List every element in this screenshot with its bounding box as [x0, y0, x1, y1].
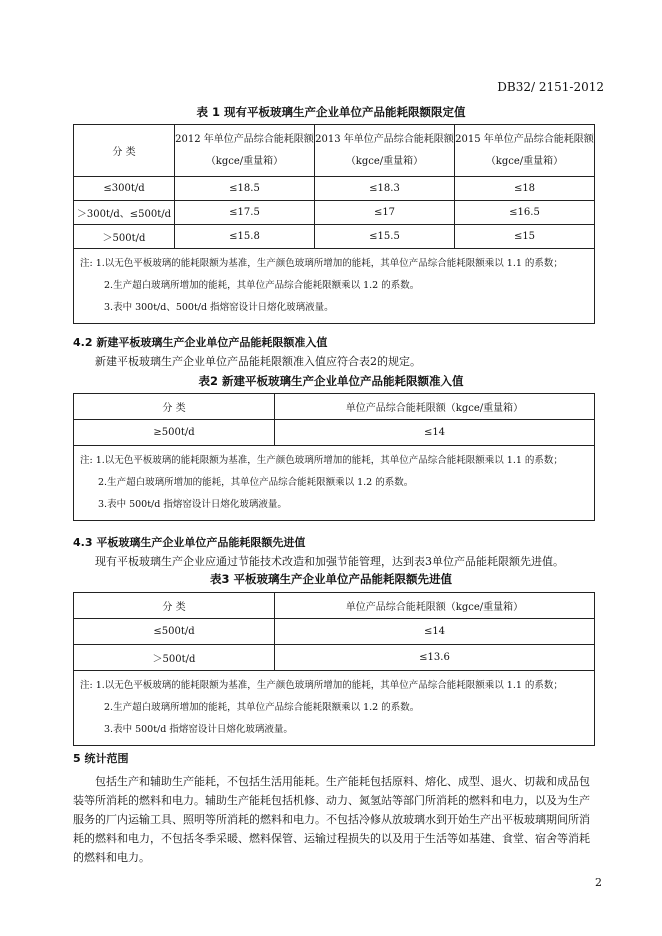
section-5-text: 包括生产和辅助生产能耗，不包括生活用能耗。生产能耗包括原料、熔化、成型、退火、切裁和成品包装等所消耗的燃料和电力。辅助生产能耗包括机修、动力、氮氢站等部门所消耗的燃料和电力，以及为生产服务的厂内运输工具、照明等所消耗的燃料和电力。不包括冷修从放玻璃水到开始生产出平板玻璃期间所消耗的燃料和电力，不包括冬季采暖、燃料保管、运输过程损失的以及用于生活等如基建、食堂、宿舍等消耗的燃料和电力。	[73, 775, 590, 864]
table2-header-category: 分 类	[74, 394, 275, 420]
table-cell: ≤18	[455, 177, 595, 201]
table2	[73, 393, 595, 521]
note-line: 注: 1.以无色平板玻璃的能耗限额为基准，生产颜色玻璃所增加的能耗，其单位产品综合能耗限额乘以 1.1 的系数；	[80, 258, 563, 269]
note-line: 3.表中 500t/d 指熔窑设计日熔化玻璃液量。	[104, 724, 293, 735]
table2-header-value: 单位产品综合能耗限额（kgce/重量箱）	[275, 394, 595, 420]
table1-header-2013: 2013 年单位产品综合能耗限额 （kgce/重量箱）	[315, 125, 455, 177]
page-number: 2	[595, 876, 602, 889]
note-line: 注: 1.以无色平板玻璃的能耗限额为基准，生产颜色玻璃所增加的能耗，其单位产品综合能耗限额乘以 1.1 的系数；	[80, 680, 563, 691]
note-line: 2.生产超白玻璃所增加的能耗，其单位产品综合能耗限额乘以 1.2 的系数。	[104, 280, 420, 291]
section-4-2-text: 新建平板玻璃生产企业单位产品能耗限额准入值应符合表2的规定。	[95, 355, 421, 368]
table1-header-category: 分 类	[74, 125, 175, 177]
note-line: 注: 1.以无色平板玻璃的能耗限额为基准，生产颜色玻璃所增加的能耗，其单位产品综合能耗限额乘以 1.1 的系数；	[80, 455, 563, 466]
table1-header-2012: 2012 年单位产品综合能耗限额 （kgce/重量箱）	[175, 125, 315, 177]
table-cell: ≤15.5	[315, 225, 455, 249]
table1	[73, 124, 595, 324]
table-cell: ≤17	[315, 201, 455, 225]
table3	[73, 592, 595, 746]
table-cell: ＞500t/d	[74, 225, 175, 249]
table2-caption: 表2 新建平板玻璃生产企业单位产品能耗限额准入值	[198, 374, 464, 388]
table-row	[74, 201, 595, 225]
table-cell: ≤14	[275, 619, 595, 645]
table-cell: ≤300t/d	[74, 177, 175, 201]
note-line: 2.生产超白玻璃所增加的能耗，其单位产品综合能耗限额乘以 1.2 的系数。	[98, 477, 414, 488]
table-cell: ≤14	[275, 420, 595, 446]
table-cell: ≤18.5	[175, 177, 315, 201]
table-cell: ≤15	[455, 225, 595, 249]
table1-notes	[74, 249, 595, 324]
table-row	[74, 619, 595, 645]
section-5-heading: 5 统计范围	[73, 752, 129, 765]
table-cell: ≤500t/d	[74, 619, 275, 645]
table-row	[74, 225, 595, 249]
note-line: 2.生产超白玻璃所增加的能耗，其单位产品综合能耗限额乘以 1.2 的系数。	[104, 702, 420, 713]
section-4-3-text: 现有平板玻璃生产企业应通过节能技术改造和加强节能管理，达到表3单位产品能耗限额先进值。	[95, 555, 564, 568]
table3-header-value: 单位产品综合能耗限额（kgce/重量箱）	[275, 593, 595, 619]
table-cell: ≤16.5	[455, 201, 595, 225]
table1-caption: 表 1 现有平板玻璃生产企业单位产品能耗限额限定值	[196, 105, 466, 119]
section-4-3-heading: 4.3 平板玻璃生产企业单位产品能耗限额先进值	[73, 536, 306, 549]
table-cell: ≥500t/d	[74, 420, 275, 446]
document-code: DB32/ 2151-2012	[497, 80, 604, 94]
table3-notes	[74, 671, 595, 746]
table3-caption: 表3 平板玻璃生产企业单位产品能耗限额先进值	[209, 572, 452, 586]
table-cell: ≤13.6	[275, 645, 595, 671]
table3-header-category: 分 类	[74, 593, 275, 619]
section-4-2-heading: 4.2 新建平板玻璃生产企业单位产品能耗限额准入值	[73, 336, 328, 349]
note-line: 3.表中 500t/d 指熔窑设计日熔化玻璃液量。	[98, 499, 287, 510]
table2-notes	[74, 446, 595, 521]
table-row	[74, 645, 595, 671]
note-line: 3.表中 300t/d、500t/d 指熔窑设计日熔化玻璃液量。	[104, 302, 334, 313]
table-cell: ≤17.5	[175, 201, 315, 225]
table-cell: ＞500t/d	[74, 645, 275, 671]
table-cell: ＞300t/d、≤500t/d	[74, 201, 175, 225]
table-cell: ≤18.3	[315, 177, 455, 201]
table-row	[74, 420, 595, 446]
table1-header-2015: 2015 年单位产品综合能耗限额 （kgce/重量箱）	[455, 125, 595, 177]
table-cell: ≤15.8	[175, 225, 315, 249]
table-row	[74, 177, 595, 201]
